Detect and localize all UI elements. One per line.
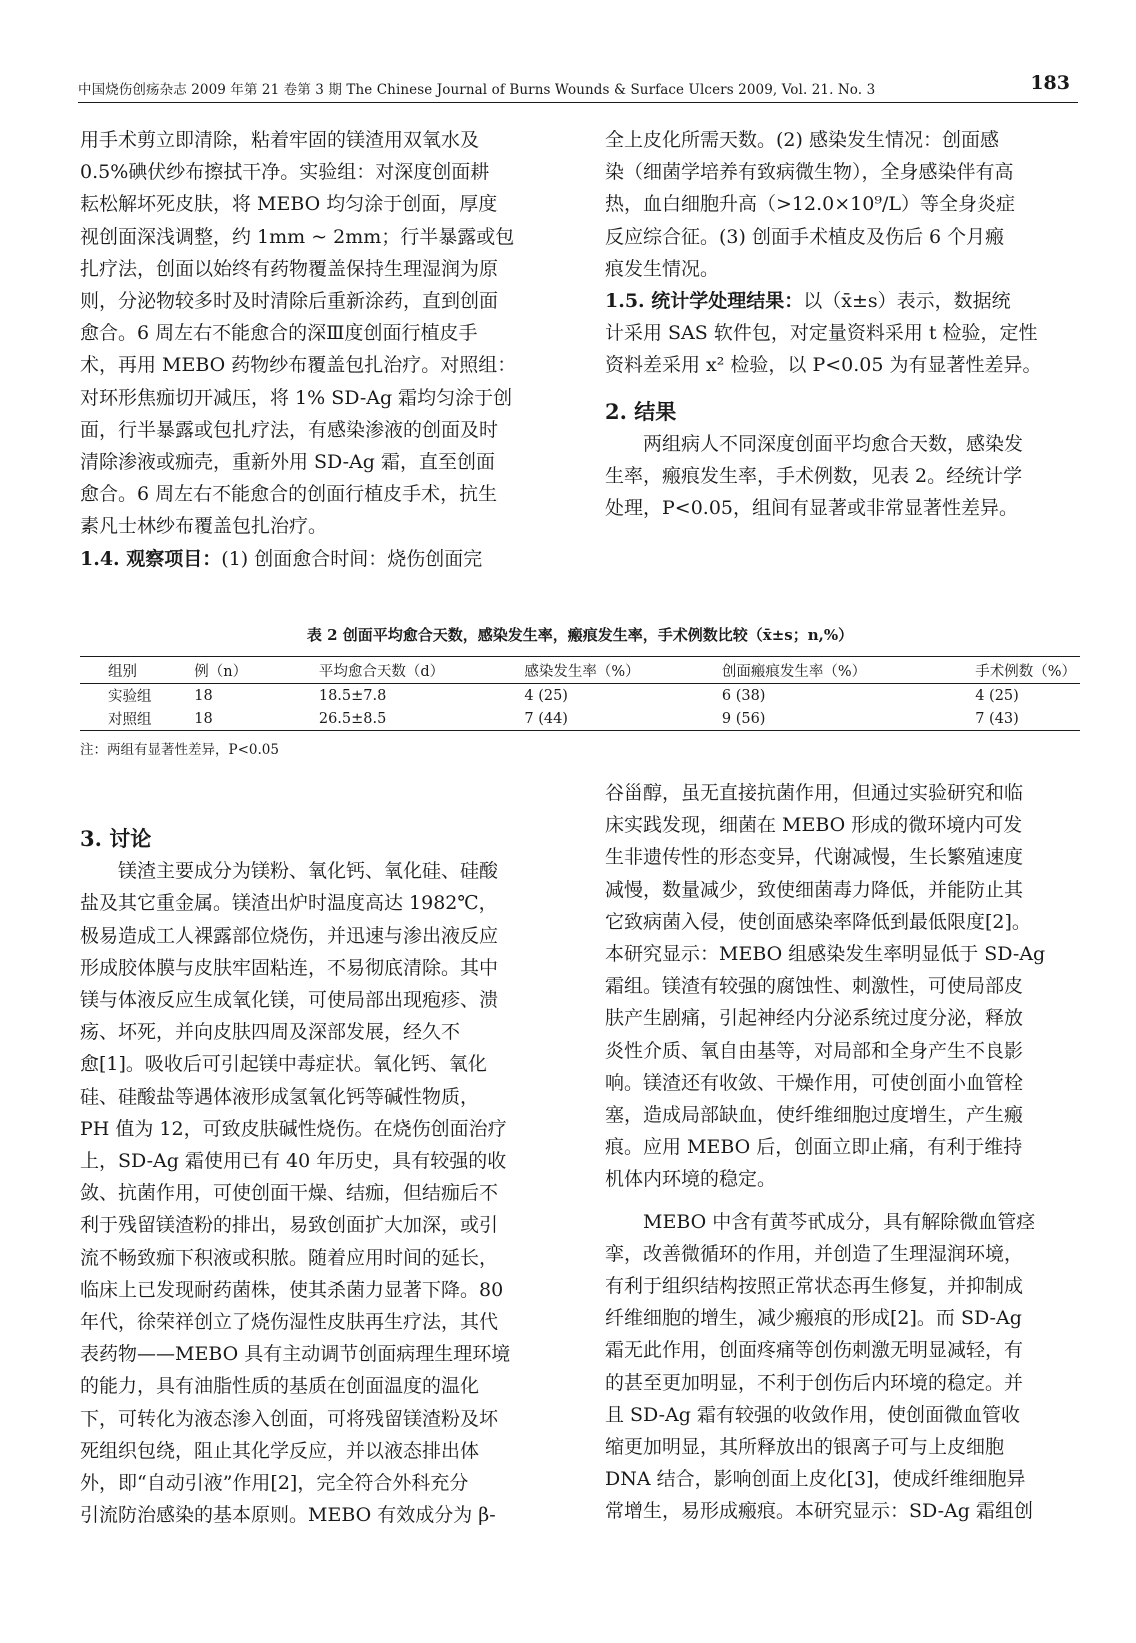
- body-text: 以（x̄±s）表示，数据统: [803, 290, 1011, 313]
- table-cell: 7 (43): [975, 710, 1019, 727]
- body-line: 两组病人不同深度创面平均愈合天数，感染发: [643, 432, 1024, 455]
- body-line: 有利于组织结构按照正常状态再生修复，并抑制成: [605, 1275, 1024, 1298]
- body-line: 的甚至更加明显，不利于创伤后内环境的稳定。并: [605, 1371, 1024, 1394]
- subsection-label: 1.5. 统计学处理结果：: [605, 290, 804, 313]
- body-line: 肤产生剧痛，引起神经内分泌系统过度分泌，释放: [605, 1007, 1024, 1030]
- table-cell: 实验组: [108, 689, 152, 705]
- spacer: [605, 1196, 1083, 1206]
- body-line: 痕发生情况。: [605, 257, 720, 280]
- body-line: PH 值为 12，可致皮肤碱性烧伤。在烧伤创面治疗: [80, 1117, 507, 1140]
- subsection-1-5: [605, 285, 1083, 317]
- body-line: 痕。应用 MEBO 后，创面立即止痛，有利于维持: [605, 1136, 1023, 1159]
- body-line: 术，再用 MEBO 药物纱布覆盖包扎治疗。对照组：: [80, 354, 517, 377]
- table-cell: 18: [194, 710, 213, 727]
- body-line: 的能力，具有油脂性质的基质在创面温度的温化: [80, 1375, 480, 1398]
- results-table: [80, 656, 1080, 731]
- body-line: 利于残留镁渣粉的排出，易致创面扩大加深，或引: [80, 1214, 499, 1237]
- column-header: 例（n）: [194, 663, 248, 680]
- body-line: 全上皮化所需天数。(2) 感染发生情况：创面感: [605, 129, 999, 151]
- body-line: 且 SD-Ag 霜有较强的收敛作用，使创面微血管收: [605, 1403, 1020, 1426]
- body-line: 硅、硅酸盐等遇体液形成氢氧化钙等碱性物质，: [80, 1085, 480, 1108]
- column-header: 手术例数（%）: [975, 663, 1076, 680]
- right-column-discussion: [605, 777, 1083, 1528]
- section-heading-results: 2. 结果: [605, 398, 677, 424]
- body-line: 减慢，数量减少，致使细菌毒力降低，并能防止其: [605, 878, 1024, 901]
- section-heading-discussion: 3. 讨论: [80, 826, 152, 851]
- subsection-label: 1.4. 观察项目：: [80, 547, 222, 570]
- body-line: 愈[1]。吸收后可引起镁中毒症状。氧化钙、氧化: [80, 1053, 487, 1076]
- body-line: 死组织包绕，阻止其化学反应，并以液态排出体: [80, 1439, 480, 1462]
- table-cell: 18: [194, 687, 213, 704]
- column-header: 感染发生率（%）: [524, 663, 640, 680]
- body-line: 愈合。6 周左右不能愈合的创面行植皮手术，抗生: [80, 483, 498, 506]
- left-column-discussion: [80, 823, 560, 1531]
- column-header: 组别: [108, 663, 137, 680]
- body-line: 扎疗法，创面以始终有药物覆盖保持生理湿润为原: [80, 257, 499, 280]
- body-line: 疡、坏死，并向皮肤四周及深部发展，经久不: [80, 1021, 461, 1044]
- body-line: 计采用 SAS 软件包，对定量资料采用 t 检验，定性: [605, 322, 1038, 345]
- header-rule: [78, 102, 1078, 103]
- body-line: 床实践发现，细菌在 MEBO 形成的微环境内可发: [605, 814, 1023, 837]
- table-cell: 4 (25): [524, 687, 568, 704]
- body-line: 用手术剪立即清除，粘着牢固的镁渣用双氧水及: [80, 129, 480, 151]
- body-line: 塞，造成局部缺血，使纤维细胞过度增生，产生瘢: [605, 1104, 1024, 1127]
- body-line: 清除渗液或痂壳，重新外用 SD-Ag 霜，直至创面: [80, 451, 495, 474]
- table-row: [80, 684, 1080, 708]
- body-line: 常增生，易形成瘢痕。本研究显示：SD-Ag 霜组创: [605, 1500, 1033, 1523]
- body-line: 缩更加明显，其所释放出的银离子可与上皮细胞: [605, 1436, 1005, 1459]
- body-line: 形成胶体膜与皮肤牢固粘连，不易彻底清除。其中: [80, 956, 499, 979]
- table-caption: 表 2 创面平均愈合天数，感染发生率，瘢痕发生率，手术例数比较（x̄±s；n,%）: [306, 626, 854, 644]
- body-text: (1) 创面愈合时间：烧伤创面完: [221, 547, 483, 570]
- body-line: 上，SD-Ag 霜使用已有 40 年历史，具有较强的收: [80, 1150, 507, 1173]
- body-line: 引流防治感染的基本原则。MEBO 有效成分为 β-: [80, 1504, 496, 1527]
- body-line: 极易造成工人裸露部位烧伤，并迅速与渗出液反应: [80, 924, 499, 947]
- body-line: 下，可转化为液态渗入创面，可将残留镁渣粉及坏: [80, 1407, 499, 1430]
- body-line: 资料差采用 x² 检验，以 P<0.05 为有显著性差异。: [605, 354, 1042, 377]
- table-header-row: [80, 657, 1080, 684]
- body-line: 响。镁渣还有收敛、干燥作用，可使创面小血管栓: [605, 1071, 1024, 1094]
- subsection-1-4: [80, 543, 560, 575]
- body-line: 敛、抗菌作用，可使创面干燥、结痂，但结痂后不: [80, 1182, 499, 1205]
- page-number: 183: [1030, 72, 1070, 94]
- body-line: MEBO 中含有黄芩甙成分，具有解除微血管痉: [643, 1210, 1036, 1233]
- table-cell: 26.5±8.5: [318, 710, 387, 727]
- body-line: 素凡士林纱布覆盖包扎治疗。: [80, 515, 328, 538]
- body-line: 挛，改善微循环的作用，并创造了生理湿润环境，: [605, 1242, 1024, 1265]
- body-line: 0.5%碘伏纱布擦拭干净。实验组：对深度创面耕: [80, 161, 490, 184]
- body-line: 霜组。镁渣有较强的腐蚀性、刺激性，可使局部皮: [605, 975, 1024, 998]
- body-line: 谷甾醇，虽无直接抗菌作用，但通过实验研究和临: [605, 782, 1024, 804]
- body-line: 炎性介质、氧自由基等，对局部和全身产生不良影: [605, 1039, 1024, 1062]
- body-line: 机体内环境的稳定。: [605, 1168, 777, 1191]
- column-header: 平均愈合天数（d）: [318, 663, 445, 680]
- table-cell: 9 (56): [721, 710, 766, 727]
- column-header: 创面瘢痕发生率（%）: [721, 663, 867, 680]
- body-line: 则，分泌物较多时及时清除后重新涂药，直到创面: [80, 290, 499, 313]
- body-line: 镁渣主要成分为镁粉、氧化钙、氧化硅、硅酸: [118, 860, 499, 883]
- body-line: 处理，P<0.05，组间有显著或非常显著性差异。: [605, 497, 1019, 520]
- right-column-top: [605, 124, 1083, 524]
- body-line: 热，血白细胞升高（>12.0×10⁹/L）等全身炎症: [605, 193, 1015, 216]
- body-line: 霜无此作用，创面疼痛等创伤刺激无明显减轻，有: [605, 1339, 1024, 1362]
- body-line: 染（细菌学培养有致病微生物），全身感染伴有高: [605, 161, 1014, 184]
- body-line: 生非遗传性的形态变异，代谢减慢，生长繁殖速度: [605, 846, 1024, 869]
- left-column-top: [80, 124, 560, 575]
- body-line: 盐及其它重金属。镁渣出炉时温度高达 1982℃，: [80, 892, 498, 915]
- journal-citation: 中国烧伤创疡杂志 2009 年第 21 卷第 3 期 The Chinese Journal of Burns Wounds & Surface Ulcers 2009, Vol. 21. No. 3: [78, 82, 876, 98]
- body-line: 愈合。6 周左右不能愈合的深Ⅲ度创面行植皮手: [80, 322, 478, 345]
- body-line: 面，行半暴露或包扎疗法，有感染渗液的创面及时: [80, 418, 499, 441]
- body-line: 生率，瘢痕发生率，手术例数，见表 2。经统计学: [605, 465, 1023, 488]
- body-line: 纤维细胞的增生，减少瘢痕的形成[2]。而 SD-Ag: [605, 1307, 1022, 1330]
- running-header: [78, 72, 1078, 100]
- body-line: 流不畅致痂下积液或积脓。随着应用时间的延长，: [80, 1246, 499, 1269]
- body-line: 镁与体液反应生成氧化镁，可使局部出现疱疹、溃: [80, 989, 499, 1012]
- body-line: 表药物——MEBO 具有主动调节创面病理生理环境: [80, 1343, 511, 1366]
- body-line: 它致病菌入侵，使创面感染率降低到最低限度[2]。: [605, 910, 1031, 933]
- table-cell: 对照组: [108, 712, 152, 728]
- body-line: 年代，徐荣祥创立了烧伤湿性皮肤再生疗法，其代: [80, 1311, 499, 1334]
- spacer: [605, 382, 1083, 396]
- body-line: 外，即“自动引液”作用[2]，完全符合外科充分: [80, 1472, 469, 1495]
- table-cell: 6 (38): [721, 687, 766, 704]
- table-cell: 7 (44): [524, 710, 568, 727]
- body-line: 本研究显示：MEBO 组感染发生率明显低于 SD-Ag: [605, 943, 1046, 966]
- body-line: 反应综合征。(3) 创面手术植皮及伤后 6 个月瘢: [605, 225, 1005, 248]
- body-line: 临床上已发现耐药菌株，使其杀菌力显著下降。80: [80, 1278, 504, 1301]
- table-cell: 4 (25): [975, 687, 1019, 704]
- table-note: 注：两组有显著性差异，P<0.05: [80, 742, 279, 758]
- body-line: DNA 结合，影响创面上皮化[3]，使成纤维细胞异: [605, 1468, 1026, 1491]
- table-row: [80, 707, 1080, 731]
- body-line: 对环形焦痂切开减压，将 1% SD-Ag 霜均匀涂于创: [80, 386, 513, 409]
- table-cell: 18.5±7.8: [318, 687, 387, 704]
- body-line: 视创面深浅调整，约 1mm ~ 2mm；行半暴露或包: [80, 225, 515, 248]
- body-line: 耘松解坏死皮肤，将 MEBO 均匀涂于创面，厚度: [80, 193, 498, 216]
